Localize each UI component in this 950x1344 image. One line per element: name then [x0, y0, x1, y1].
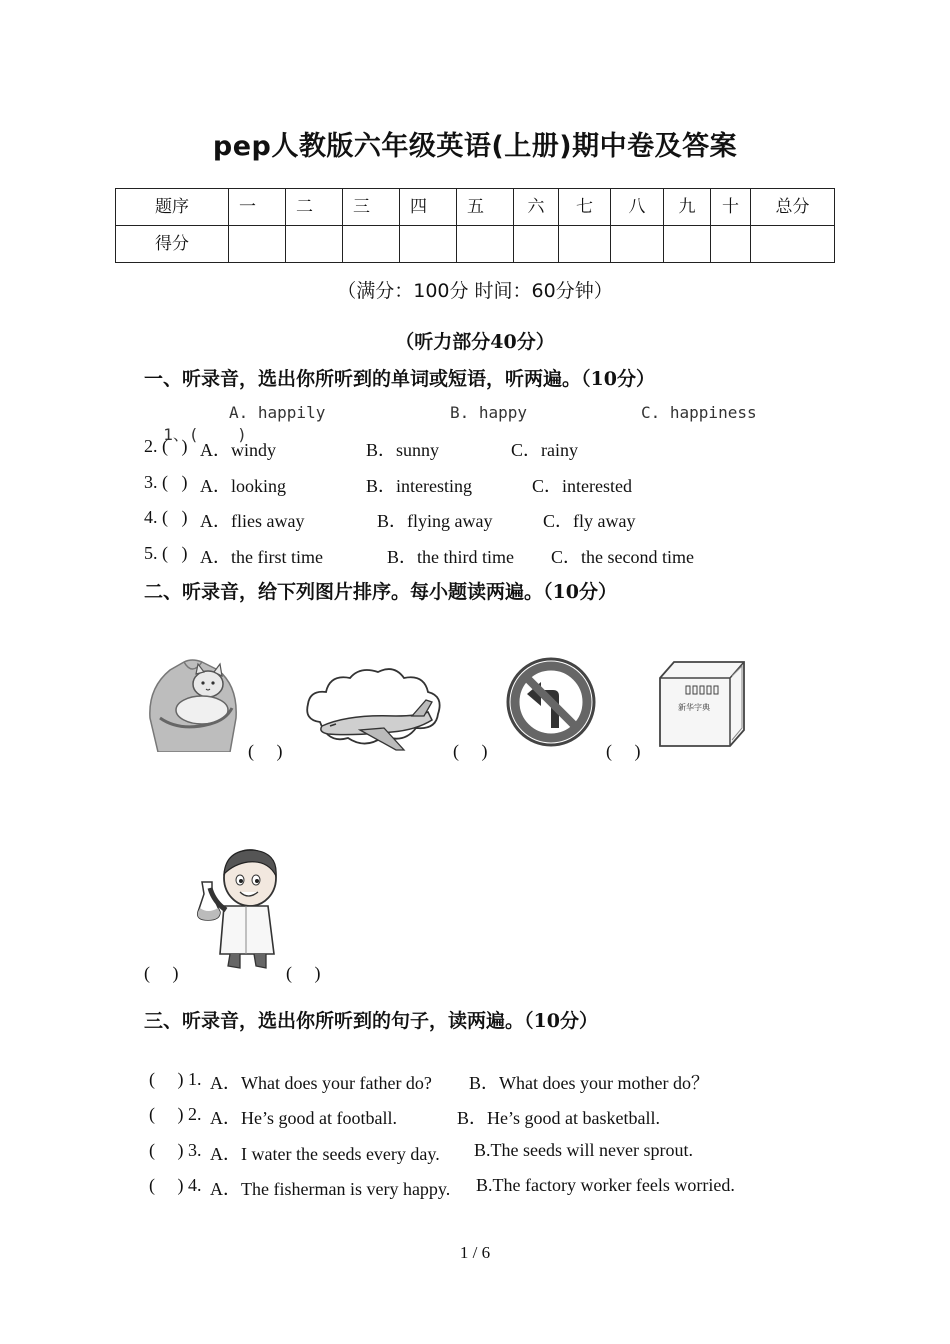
score-input-cell[interactable]: [611, 226, 664, 263]
question-4-number: 4. ( ): [144, 507, 188, 527]
section3-title: 三、听录音，选出你所听到的句子，读两遍。（10分）: [144, 1010, 598, 1032]
option-c[interactable]: C. happiness: [641, 403, 757, 422]
airplane-cloud-picture: [300, 664, 446, 756]
section1-title: 一、听录音，选出你所听到的单词或短语，听两遍。（10分）: [144, 368, 655, 390]
option-b[interactable]: B.The seeds will never sprout.: [474, 1140, 693, 1160]
sentence-question-4-number: ( ) 4.: [149, 1175, 202, 1195]
option-a[interactable]: A. happily: [229, 403, 326, 422]
answer-blank[interactable]: ( ): [286, 963, 321, 983]
page-number: 1 / 6: [459, 1243, 491, 1262]
score-cell: 六: [514, 189, 559, 226]
score-table-header-row: [116, 189, 835, 226]
option-c[interactable]: C．the second time: [551, 547, 694, 567]
option-a[interactable]: A．What does your father do?: [210, 1073, 432, 1093]
listening-header: （听力部分40分）: [395, 331, 555, 353]
dictionary-book-picture: [656, 658, 750, 750]
score-input-cell[interactable]: [400, 226, 457, 263]
score-input-cell[interactable]: [559, 226, 611, 263]
sentence-question-3-number: ( ) 3.: [149, 1140, 202, 1160]
dictionary-title: 新华字典: [678, 703, 710, 712]
option-b[interactable]: B.The factory worker feels worried.: [476, 1175, 735, 1195]
person-holding-cat-picture: [140, 648, 244, 752]
score-cell: 八: [611, 189, 664, 226]
option-a[interactable]: A．windy: [200, 440, 276, 460]
score-input-cell[interactable]: [229, 226, 286, 263]
score-cell: 一: [229, 189, 286, 226]
score-cell: 四: [400, 189, 457, 226]
score-cell: 总分: [751, 189, 835, 226]
option-b[interactable]: B．interesting: [366, 476, 472, 496]
option-b[interactable]: B．flying away: [377, 511, 493, 531]
sentence-question-1-number: ( ) 1.: [149, 1069, 202, 1089]
option-a[interactable]: A．looking: [200, 476, 287, 496]
score-input-cell[interactable]: [751, 226, 835, 263]
score-cell: 二: [286, 189, 343, 226]
option-c[interactable]: C．rainy: [511, 440, 578, 460]
option-a[interactable]: A．flies away: [200, 511, 305, 531]
answer-blank[interactable]: ( ): [248, 741, 283, 761]
answer-blank[interactable]: ( ): [144, 963, 179, 983]
score-cell: 九: [664, 189, 711, 226]
option-b[interactable]: B．What does your mother do？: [469, 1073, 709, 1093]
score-label-cell: 得分: [116, 226, 229, 263]
option-a[interactable]: A．I water the seeds every day.: [210, 1144, 440, 1164]
document-title: pep人教版六年级英语(上册)期中卷及答案: [212, 131, 738, 162]
option-a[interactable]: A．He’s good at football.: [210, 1108, 397, 1128]
question-2-number: 2. ( ): [144, 436, 188, 456]
section2-title: 二、听录音，给下列图片排序。每小题读两遍。（10分）: [144, 581, 617, 603]
score-cell: 七: [559, 189, 611, 226]
score-input-cell[interactable]: [664, 226, 711, 263]
no-left-turn-sign-picture: [505, 656, 597, 748]
score-cell: 三: [343, 189, 400, 226]
option-b[interactable]: B. happy: [450, 403, 528, 422]
question-number: 1、( ): [163, 425, 247, 444]
score-table: [115, 188, 835, 263]
score-input-cell[interactable]: [457, 226, 514, 263]
option-c[interactable]: C．interested: [532, 476, 632, 496]
score-cell: 十: [711, 189, 751, 226]
option-b[interactable]: B．He’s good at basketball.: [457, 1108, 660, 1128]
answer-blank[interactable]: ( ): [606, 741, 641, 761]
score-table-score-row: [116, 226, 835, 263]
exam-meta: （满分：100分 时间：60分钟）: [337, 280, 613, 302]
score-input-cell[interactable]: [711, 226, 751, 263]
score-cell: 五: [457, 189, 514, 226]
boy-with-flask-picture: [190, 846, 280, 972]
option-c[interactable]: C．fly away: [543, 511, 636, 531]
option-b[interactable]: B．sunny: [366, 440, 440, 460]
question-5-number: 5. ( ): [144, 543, 188, 563]
answer-blank[interactable]: ( ): [453, 741, 488, 761]
option-a[interactable]: A．The fisherman is very happy.: [210, 1179, 451, 1199]
score-input-cell[interactable]: [343, 226, 400, 263]
sentence-question-2-number: ( ) 2.: [149, 1104, 202, 1124]
option-a[interactable]: A．the first time: [200, 547, 323, 567]
score-input-cell[interactable]: [514, 226, 559, 263]
score-input-cell[interactable]: [286, 226, 343, 263]
score-cell: 题序: [116, 189, 229, 226]
option-b[interactable]: B．the third time: [387, 547, 514, 567]
question-3-number: 3. ( ): [144, 472, 188, 492]
